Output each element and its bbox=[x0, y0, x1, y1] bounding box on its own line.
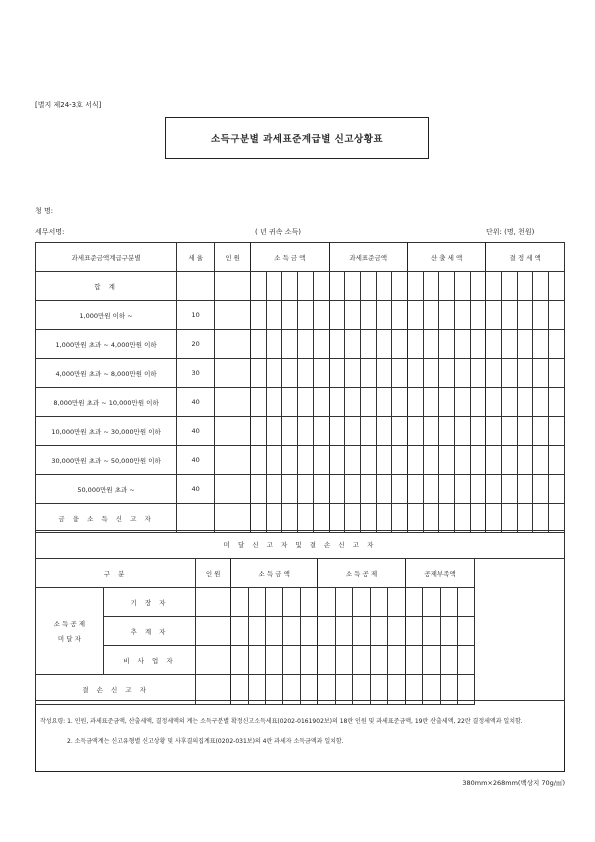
amount-digit-cell bbox=[251, 272, 267, 301]
amount-digit-cell bbox=[345, 359, 361, 388]
amount-digit-cell bbox=[533, 417, 549, 446]
table-row bbox=[36, 504, 565, 533]
amount-digit-cell bbox=[282, 475, 298, 504]
amount-digit-cell bbox=[376, 272, 392, 301]
amount-digit-cell bbox=[517, 388, 533, 417]
amount-digit-cell bbox=[533, 446, 549, 475]
amount-digit-cell bbox=[486, 388, 502, 417]
amount-digit-cell bbox=[266, 417, 282, 446]
amount-digit-cell bbox=[298, 272, 314, 301]
table-row bbox=[36, 272, 565, 301]
amount-digit-cell bbox=[454, 417, 470, 446]
table-row bbox=[36, 388, 565, 417]
amount-digit-cell bbox=[549, 359, 565, 388]
header-deduction: 소 득 공 제 bbox=[318, 559, 405, 588]
amount-digit-cell bbox=[345, 388, 361, 417]
bracket-rate: 20 bbox=[177, 330, 215, 359]
amount-digit-cell bbox=[549, 388, 565, 417]
amount-digit-cell bbox=[329, 446, 345, 475]
amount-digit-cell bbox=[345, 330, 361, 359]
count-cell bbox=[215, 272, 251, 301]
amount-digit-cell bbox=[439, 417, 455, 446]
amount-digit-cell bbox=[392, 504, 408, 533]
amount-digit-cell bbox=[392, 272, 408, 301]
amount-digit-cell bbox=[407, 301, 423, 330]
bracket-label: 금 융 소 득 신 고 자 bbox=[36, 504, 177, 533]
amount-digit-cell bbox=[329, 388, 345, 417]
amount-digit-cell bbox=[439, 330, 455, 359]
amount-digit-cell bbox=[549, 504, 565, 533]
amount-digit-cell bbox=[423, 388, 439, 417]
amount-digit-cell bbox=[470, 330, 486, 359]
amount-digit-cell bbox=[251, 504, 267, 533]
amount-digit-cell bbox=[376, 359, 392, 388]
count-cell bbox=[215, 475, 251, 504]
amount-digit-cell bbox=[517, 504, 533, 533]
bracket-rate: 40 bbox=[177, 388, 215, 417]
amount-digit-cell bbox=[360, 301, 376, 330]
amount-digit-cell bbox=[549, 417, 565, 446]
amount-digit-cell bbox=[486, 272, 502, 301]
amount-digit-cell bbox=[345, 417, 361, 446]
amount-digit-cell bbox=[470, 272, 486, 301]
amount-digit-cell bbox=[454, 388, 470, 417]
amount-digit-cell bbox=[517, 446, 533, 475]
amount-digit-cell bbox=[360, 330, 376, 359]
amount-digit-cell bbox=[454, 504, 470, 533]
amount-digit-cell bbox=[345, 272, 361, 301]
bracket-label: 1,000만원 이하 ~ bbox=[36, 301, 177, 330]
amount-digit-cell bbox=[423, 359, 439, 388]
amount-digit-cell bbox=[329, 272, 345, 301]
amount-digit-cell bbox=[439, 446, 455, 475]
amount-digit-cell bbox=[423, 504, 439, 533]
amount-digit-cell bbox=[282, 301, 298, 330]
instruction-line-2: 2. 소득금액계는 신고유형별 신고상황 및 사후결의집계표(0202-031보)의 4란 과세자 소득금액과 일치함. bbox=[67, 738, 344, 745]
amount-digit-cell bbox=[360, 504, 376, 533]
amount-digit-cell bbox=[360, 388, 376, 417]
amount-digit-cell bbox=[470, 504, 486, 533]
count-cell bbox=[215, 359, 251, 388]
unit-label: 단위: (명, 천원) bbox=[486, 228, 535, 236]
amount-digit-cell bbox=[282, 504, 298, 533]
amount-digit-cell bbox=[549, 330, 565, 359]
amount-digit-cell bbox=[501, 446, 517, 475]
table-row bbox=[36, 475, 565, 504]
amount-digit-cell bbox=[282, 446, 298, 475]
amount-digit-cell bbox=[298, 446, 314, 475]
amount-digit-cell bbox=[392, 330, 408, 359]
bracket-rate: 40 bbox=[177, 475, 215, 504]
amount-digit-cell bbox=[470, 417, 486, 446]
deficit-header-row bbox=[36, 559, 565, 588]
amount-digit-cell bbox=[407, 475, 423, 504]
amount-digit-cell bbox=[439, 301, 455, 330]
estimator-label: 추 계 자 bbox=[103, 617, 195, 646]
amount-digit-cell bbox=[360, 417, 376, 446]
amount-digit-cell bbox=[313, 475, 329, 504]
amount-digit-cell bbox=[517, 330, 533, 359]
amount-digit-cell bbox=[298, 301, 314, 330]
amount-digit-cell bbox=[533, 359, 549, 388]
amount-digit-cell bbox=[517, 272, 533, 301]
amount-digit-cell bbox=[470, 475, 486, 504]
header-count-2: 인 원 bbox=[196, 559, 231, 588]
amount-digit-cell bbox=[282, 272, 298, 301]
amount-digit-cell bbox=[439, 475, 455, 504]
amount-digit-cell bbox=[501, 388, 517, 417]
amount-digit-cell bbox=[376, 388, 392, 417]
amount-digit-cell bbox=[329, 301, 345, 330]
amount-digit-cell bbox=[423, 330, 439, 359]
header-income: 소 득 금 액 bbox=[251, 243, 329, 272]
amount-digit-cell bbox=[313, 359, 329, 388]
year-label: ( 년 귀속 소득) bbox=[255, 228, 301, 236]
amount-digit-cell bbox=[376, 301, 392, 330]
amount-digit-cell bbox=[423, 301, 439, 330]
amount-digit-cell bbox=[345, 301, 361, 330]
amount-digit-cell bbox=[470, 301, 486, 330]
amount-digit-cell bbox=[439, 504, 455, 533]
amount-digit-cell bbox=[329, 330, 345, 359]
deduction-deficit-group bbox=[36, 588, 104, 675]
table-row bbox=[36, 301, 565, 330]
amount-digit-cell bbox=[533, 504, 549, 533]
amount-digit-cell bbox=[486, 446, 502, 475]
amount-digit-cell bbox=[501, 475, 517, 504]
bracket-rate: 10 bbox=[177, 301, 215, 330]
amount-digit-cell bbox=[360, 359, 376, 388]
amount-digit-cell bbox=[329, 475, 345, 504]
amount-digit-cell bbox=[423, 475, 439, 504]
amount-digit-cell bbox=[407, 446, 423, 475]
count-cell bbox=[215, 504, 251, 533]
group-label-line1: 소 득 공 제 bbox=[53, 620, 86, 628]
count-cell bbox=[215, 417, 251, 446]
header-determined-tax: 결 정 세 액 bbox=[486, 243, 565, 272]
bracket-label: 10,000만원 초과 ~ 30,000만원 이하 bbox=[36, 417, 177, 446]
amount-digit-cell bbox=[454, 301, 470, 330]
amount-digit-cell bbox=[251, 475, 267, 504]
notes-divider bbox=[35, 700, 565, 701]
amount-digit-cell bbox=[533, 301, 549, 330]
amount-digit-cell bbox=[407, 359, 423, 388]
amount-digit-cell bbox=[251, 330, 267, 359]
amount-digit-cell bbox=[251, 359, 267, 388]
amount-digit-cell bbox=[533, 330, 549, 359]
header-income-2: 소 득 금 액 bbox=[231, 559, 318, 588]
amount-digit-cell bbox=[329, 359, 345, 388]
amount-digit-cell bbox=[360, 446, 376, 475]
amount-digit-cell bbox=[407, 388, 423, 417]
amount-digit-cell bbox=[345, 446, 361, 475]
amount-digit-cell bbox=[439, 272, 455, 301]
count-cell bbox=[215, 446, 251, 475]
amount-digit-cell bbox=[313, 272, 329, 301]
bracket-label: 4,000만원 초과 ~ 8,000만원 이하 bbox=[36, 359, 177, 388]
header-category: 구 분 bbox=[36, 559, 196, 588]
table-row bbox=[36, 330, 565, 359]
header-computed-tax: 산 출 세 액 bbox=[407, 243, 485, 272]
amount-digit-cell bbox=[439, 359, 455, 388]
header-rate: 세 율 bbox=[177, 243, 215, 272]
header-count: 인 원 bbox=[215, 243, 251, 272]
bracket-rate: 40 bbox=[177, 417, 215, 446]
amount-digit-cell bbox=[486, 475, 502, 504]
table-row bbox=[36, 446, 565, 475]
amount-digit-cell bbox=[345, 475, 361, 504]
bracket-label: 30,000만원 초과 ~ 50,000만원 이하 bbox=[36, 446, 177, 475]
amount-digit-cell bbox=[501, 359, 517, 388]
amount-digit-cell bbox=[266, 388, 282, 417]
amount-digit-cell bbox=[266, 301, 282, 330]
amount-digit-cell bbox=[282, 388, 298, 417]
amount-digit-cell bbox=[251, 446, 267, 475]
amount-digit-cell bbox=[298, 330, 314, 359]
amount-digit-cell bbox=[517, 359, 533, 388]
amount-digit-cell bbox=[470, 359, 486, 388]
amount-digit-cell bbox=[533, 475, 549, 504]
amount-digit-cell bbox=[282, 330, 298, 359]
table-row bbox=[36, 417, 565, 446]
amount-digit-cell bbox=[517, 301, 533, 330]
amount-digit-cell bbox=[282, 417, 298, 446]
loss-filer-label: 결 손 신 고 자 bbox=[36, 675, 196, 705]
amount-digit-cell bbox=[407, 272, 423, 301]
amount-digit-cell bbox=[423, 272, 439, 301]
bracket-rate: 40 bbox=[177, 446, 215, 475]
non-business-label: 비 사 업 자 bbox=[103, 646, 195, 675]
amount-digit-cell bbox=[423, 417, 439, 446]
amount-digit-cell bbox=[501, 272, 517, 301]
section2-title-row bbox=[36, 531, 565, 559]
amount-digit-cell bbox=[266, 475, 282, 504]
amount-digit-cell bbox=[501, 417, 517, 446]
bracket-label: 합 계 bbox=[36, 272, 177, 301]
amount-digit-cell bbox=[360, 475, 376, 504]
amount-digit-cell bbox=[266, 504, 282, 533]
amount-digit-cell bbox=[486, 301, 502, 330]
bookkeeper-label: 기 장 자 bbox=[103, 588, 195, 617]
amount-digit-cell bbox=[486, 417, 502, 446]
table-row bbox=[36, 359, 565, 388]
amount-digit-cell bbox=[376, 417, 392, 446]
form-title: 소득구분별 과세표준계급별 신고상황표 bbox=[165, 117, 429, 159]
amount-digit-cell bbox=[470, 388, 486, 417]
bracket-label: 8,000만원 초과 ~ 10,000만원 이하 bbox=[36, 388, 177, 417]
bracket-rate: 30 bbox=[177, 359, 215, 388]
amount-digit-cell bbox=[501, 330, 517, 359]
amount-digit-cell bbox=[313, 330, 329, 359]
bracket-label: 50,000만원 초과 ~ bbox=[36, 475, 177, 504]
count-cell bbox=[215, 301, 251, 330]
amount-digit-cell bbox=[298, 417, 314, 446]
amount-digit-cell bbox=[313, 504, 329, 533]
amount-digit-cell bbox=[407, 330, 423, 359]
office-label: 청 명: bbox=[35, 207, 54, 215]
amount-digit-cell bbox=[266, 446, 282, 475]
amount-digit-cell bbox=[376, 504, 392, 533]
count-cell bbox=[215, 388, 251, 417]
instruction-line-1: 작성요령: 1. 인원, 과세표준금액, 산출세액, 결정세액의 계는 소득구분별 확정신고소득세표(0202-0161902보)의 18란 인원 및 과세표준금액, 19란 산출세액, 22란 결정세액과 일치함. bbox=[40, 718, 523, 725]
header-deduction-shortfall: 공제부족액 bbox=[405, 559, 475, 588]
amount-digit-cell bbox=[454, 359, 470, 388]
amount-digit-cell bbox=[454, 446, 470, 475]
amount-digit-cell bbox=[549, 272, 565, 301]
amount-digit-cell bbox=[423, 446, 439, 475]
amount-digit-cell bbox=[329, 504, 345, 533]
amount-digit-cell bbox=[376, 475, 392, 504]
amount-digit-cell bbox=[470, 446, 486, 475]
amount-digit-cell bbox=[501, 504, 517, 533]
bracket-label: 1,000만원 초과 ~ 4,000만원 이하 bbox=[36, 330, 177, 359]
amount-digit-cell bbox=[282, 359, 298, 388]
bracket-table bbox=[35, 242, 565, 533]
amount-digit-cell bbox=[439, 388, 455, 417]
header-taxbase: 과세표준금액 bbox=[329, 243, 407, 272]
instructions bbox=[40, 712, 565, 752]
amount-digit-cell bbox=[329, 417, 345, 446]
amount-digit-cell bbox=[313, 446, 329, 475]
amount-digit-cell bbox=[533, 272, 549, 301]
amount-digit-cell bbox=[266, 359, 282, 388]
amount-digit-cell bbox=[486, 359, 502, 388]
amount-digit-cell bbox=[501, 301, 517, 330]
amount-digit-cell bbox=[407, 417, 423, 446]
deficit-table bbox=[35, 530, 565, 705]
amount-digit-cell bbox=[298, 475, 314, 504]
amount-digit-cell bbox=[266, 272, 282, 301]
amount-digit-cell bbox=[376, 446, 392, 475]
amount-digit-cell bbox=[517, 417, 533, 446]
amount-digit-cell bbox=[251, 417, 267, 446]
bracket-rate bbox=[177, 504, 215, 533]
amount-digit-cell bbox=[517, 475, 533, 504]
amount-digit-cell bbox=[313, 417, 329, 446]
amount-digit-cell bbox=[392, 301, 408, 330]
bracket-header-row bbox=[36, 243, 565, 272]
amount-digit-cell bbox=[392, 359, 408, 388]
amount-digit-cell bbox=[549, 301, 565, 330]
amount-digit-cell bbox=[266, 330, 282, 359]
amount-digit-cell bbox=[454, 330, 470, 359]
amount-digit-cell bbox=[376, 330, 392, 359]
amount-digit-cell bbox=[486, 504, 502, 533]
amount-digit-cell bbox=[454, 475, 470, 504]
amount-digit-cell bbox=[251, 301, 267, 330]
amount-digit-cell bbox=[392, 388, 408, 417]
amount-digit-cell bbox=[392, 475, 408, 504]
amount-digit-cell bbox=[345, 504, 361, 533]
amount-digit-cell bbox=[407, 504, 423, 533]
paper-spec: 380mm×268mm(백상지 70g/㎡) bbox=[462, 779, 565, 787]
amount-digit-cell bbox=[392, 417, 408, 446]
amount-digit-cell bbox=[392, 446, 408, 475]
amount-digit-cell bbox=[251, 388, 267, 417]
amount-digit-cell bbox=[454, 272, 470, 301]
section2-title: 미 달 신 고 자 및 결 손 신 고 자 bbox=[36, 531, 565, 559]
amount-digit-cell bbox=[298, 504, 314, 533]
amount-digit-cell bbox=[533, 388, 549, 417]
amount-digit-cell bbox=[549, 446, 565, 475]
blank-area bbox=[475, 559, 565, 705]
amount-digit-cell bbox=[298, 388, 314, 417]
amount-digit-cell bbox=[486, 330, 502, 359]
group-label-line2: 미 달 자 bbox=[57, 635, 81, 643]
amount-digit-cell bbox=[313, 388, 329, 417]
amount-digit-cell bbox=[360, 272, 376, 301]
amount-digit-cell bbox=[549, 475, 565, 504]
taxpayer-office-label: 세무서명: bbox=[35, 228, 65, 236]
bracket-rate bbox=[177, 272, 215, 301]
amount-digit-cell bbox=[298, 359, 314, 388]
form-number: [별지 제24-3호 서식] bbox=[35, 101, 102, 109]
count-cell bbox=[215, 330, 251, 359]
amount-digit-cell bbox=[313, 301, 329, 330]
header-bracket: 과세표준금액계급구분별 bbox=[36, 243, 177, 272]
